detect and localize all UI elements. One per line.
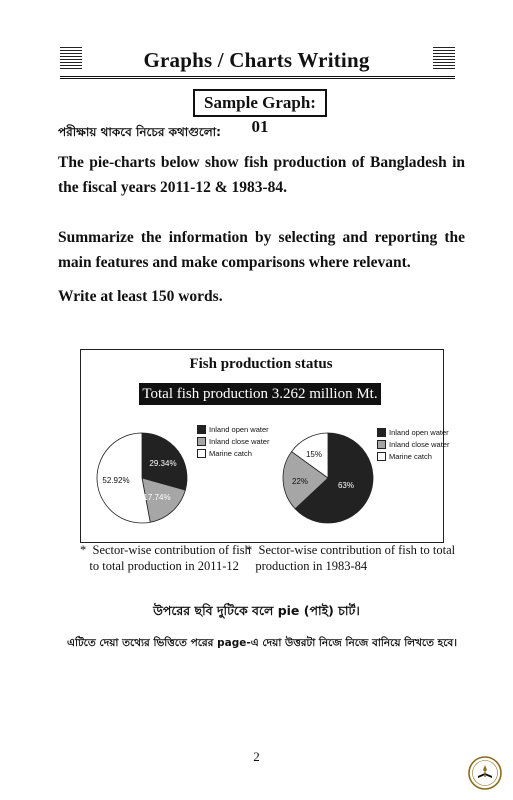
sample-label: Sample Graph: 01 [193, 89, 327, 117]
pie-chart-1983-84 [280, 420, 376, 536]
chart-subtitle-banner: Total fish production 3.262 million Mt. [139, 383, 381, 405]
legend-swatch [197, 449, 206, 458]
legend-item-inland-close [197, 435, 269, 447]
task-description: The pie-charts below show fish production of Bangladesh in the fiscal years 2011-12 & 1983-84. [58, 154, 465, 196]
pie-2011-12-label-close: 17.74% [143, 493, 171, 502]
legend-item-inland-open [197, 423, 269, 435]
legend-label: Marine catch [209, 448, 252, 458]
publisher-logo-icon [468, 756, 502, 790]
legend-label: Inland close water [209, 436, 270, 446]
pie-2011-12-label-open: 29.34% [149, 459, 177, 468]
legend-label: Inland close water [389, 439, 450, 449]
legend-item-inland-open [377, 426, 449, 438]
caption-2011-12-line-2: to total production in 2011-12 [80, 559, 239, 573]
legend-swatch [197, 437, 206, 446]
word-limit: Write at least 150 words. [58, 288, 223, 305]
legend-swatch [197, 425, 206, 434]
legend-swatch [377, 440, 386, 449]
page-number: 2 [253, 749, 260, 764]
bengali-pie-note: উপরের ছবি দুটিকে বলে pie (পাই) চার্ট। [153, 603, 360, 618]
title-underline [60, 76, 455, 79]
pie-1983-84-label-open: 63% [337, 481, 355, 490]
task-instruction: Summarize the information by selecting and reporting the main features and make comparisons where relevant. [58, 229, 465, 271]
pie-1983-84-label-close: 22% [291, 477, 309, 486]
legend-2011-12 [197, 423, 269, 459]
chart-title: Fish production status [189, 356, 333, 372]
pie-2011-12-label-marine: 52.92% [102, 476, 130, 485]
legend-label: Inland open water [209, 424, 269, 434]
page-title: Graphs / Charts Writing [143, 48, 370, 72]
legend-label: Inland open water [389, 427, 449, 437]
bengali-intro: পরীক্ষায় থাকবে নিচের কথাগুলো: [58, 125, 221, 139]
legend-item-marine [377, 450, 449, 462]
pie-1983-84-label-marine: 15% [305, 450, 323, 459]
pie-chart-2011-12 [94, 420, 190, 536]
legend-swatch [377, 428, 386, 437]
caption-1983-84-line-2: production in 1983-84 [246, 559, 368, 573]
caption-1983-84-line-1: * Sector-wise contribution of fish to total [246, 543, 456, 557]
legend-item-inland-close [377, 438, 449, 450]
caption-2011-12 [80, 542, 255, 574]
bengali-answer-note: এটিতে দেয়া তথ্যের ভিত্তিতে পরের page-এ দেয়া উত্তরটা নিজে নিজে বানিয়ে লিখতে হবে। [66, 637, 458, 649]
legend-item-marine [197, 447, 269, 459]
caption-2011-12-line-1: * Sector-wise contribution of fish [80, 543, 251, 557]
legend-label: Marine catch [389, 451, 432, 461]
caption-1983-84 [246, 542, 461, 574]
legend-1983-84 [377, 426, 449, 462]
legend-swatch [377, 452, 386, 461]
